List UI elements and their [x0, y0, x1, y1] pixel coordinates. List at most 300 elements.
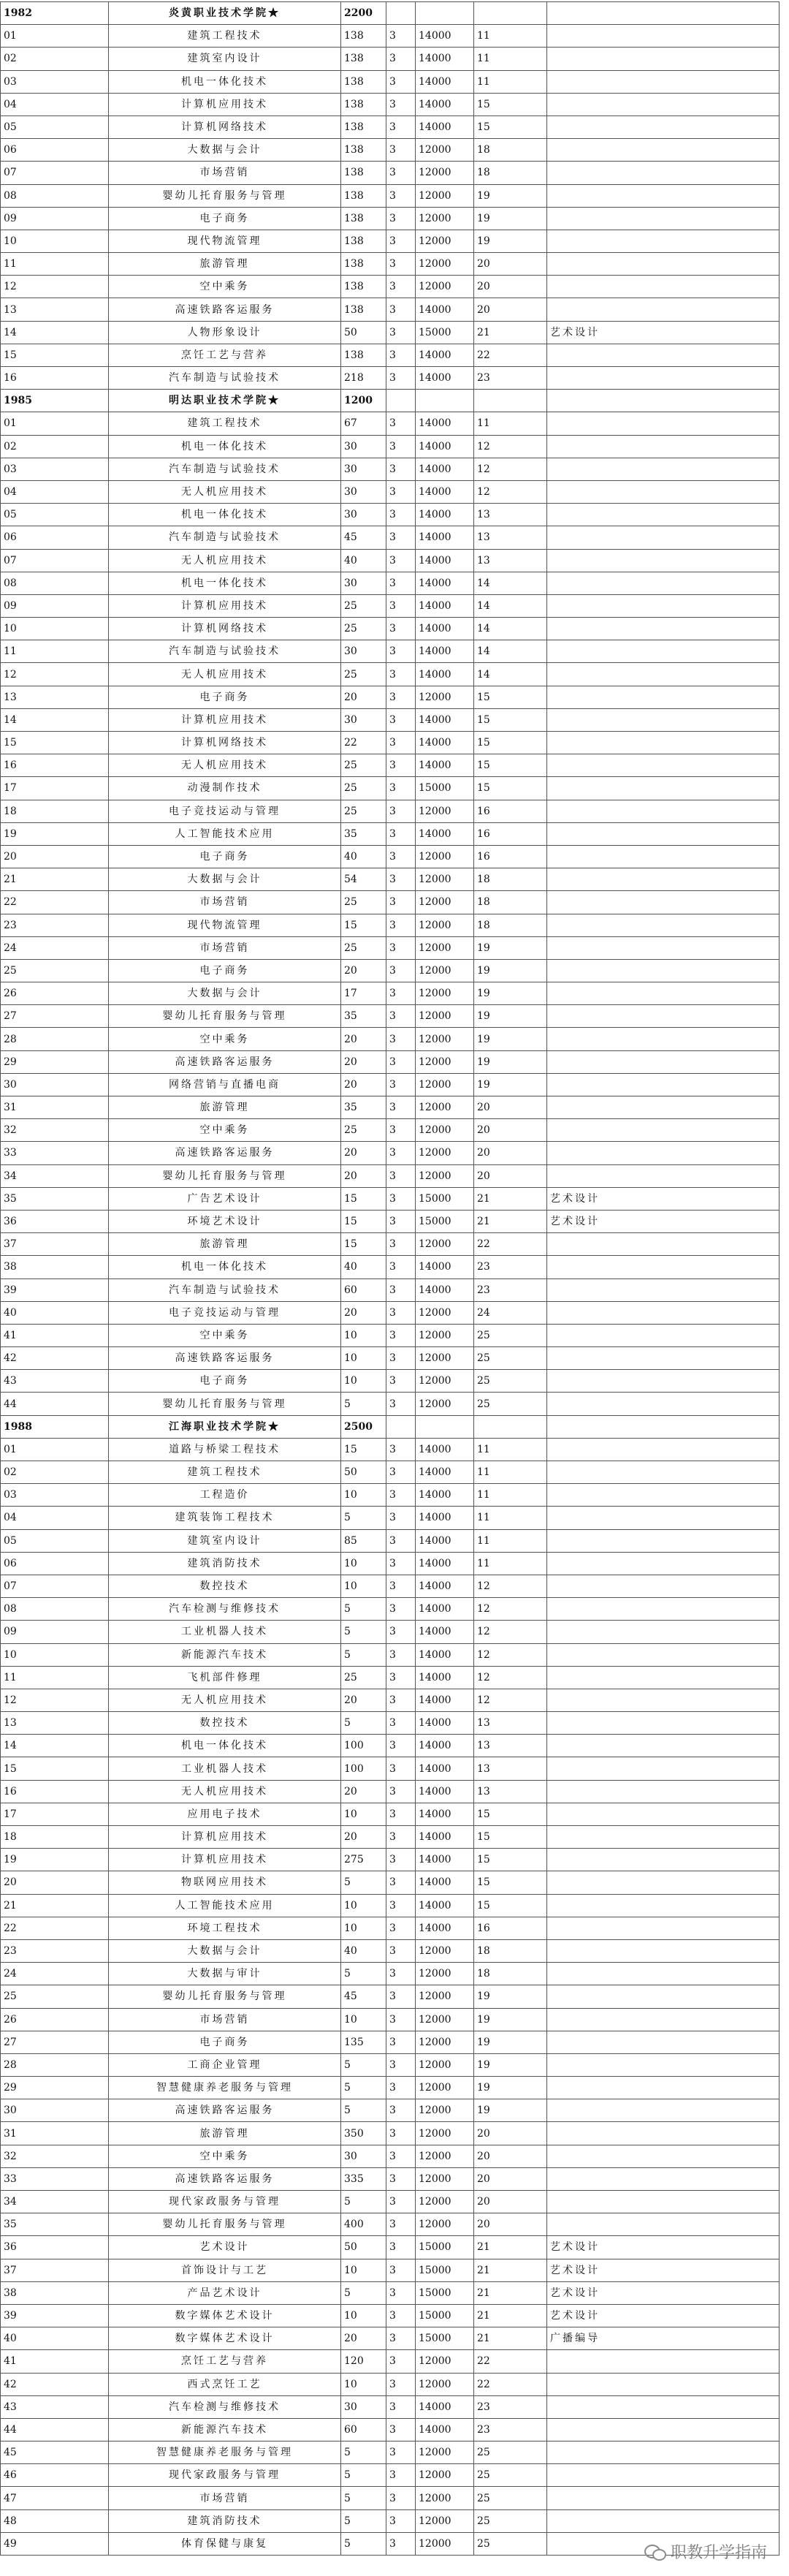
cell-years: 3	[386, 1370, 416, 1393]
cell-plan: 40	[341, 1256, 386, 1278]
cell-category: 20	[474, 1119, 547, 1142]
cell-major: 旅游管理	[109, 1233, 341, 1256]
cell-category: 14	[474, 640, 547, 663]
cell-years: 3	[386, 2441, 416, 2464]
cell-code: 29	[1, 1050, 109, 1073]
table-row	[1, 754, 780, 777]
cell-category: 11	[474, 1438, 547, 1461]
cell-category: 19	[474, 1985, 547, 2008]
cell-plan: 138	[341, 70, 386, 93]
cell-code: 40	[1, 1301, 109, 1324]
cell-fee: 15000	[416, 2281, 474, 2304]
cell-category: 13	[474, 504, 547, 526]
cell-major: 智慧健康养老服务与管理	[109, 2441, 341, 2464]
cell-fee: 14000	[416, 2395, 474, 2418]
cell-category: 20	[474, 1096, 547, 1119]
table-row	[1, 1712, 780, 1735]
cell-years: 3	[386, 1096, 416, 1119]
cell-code: 20	[1, 1871, 109, 1894]
cell-category: 22	[474, 344, 547, 366]
cell-plan: 10	[341, 1370, 386, 1393]
cell-fee: 14000	[416, 1507, 474, 1529]
table-row	[1, 1164, 780, 1187]
cell-code: 15	[1, 344, 109, 366]
empty-cell	[416, 390, 474, 412]
cell-years: 3	[386, 1826, 416, 1849]
table-row	[1, 2259, 780, 2281]
cell-fee: 15000	[416, 1187, 474, 1210]
cell-plan: 17	[341, 982, 386, 1005]
cell-fee: 12000	[416, 2464, 474, 2487]
cell-major: 电子商务	[109, 207, 341, 230]
cell-code: 11	[1, 253, 109, 276]
empty-cell	[416, 2, 474, 25]
cell-note	[547, 1096, 780, 1119]
cell-years: 3	[386, 2099, 416, 2122]
table-row	[1, 618, 780, 640]
cell-fee: 14000	[416, 1621, 474, 1643]
cell-fee: 14000	[416, 1552, 474, 1575]
table-row	[1, 253, 780, 276]
cell-major: 大数据与会计	[109, 1939, 341, 1962]
cell-years: 3	[386, 1689, 416, 1711]
cell-note	[547, 139, 780, 162]
cell-plan: 40	[341, 549, 386, 572]
cell-years: 3	[386, 1666, 416, 1689]
cell-years: 3	[386, 1005, 416, 1028]
cell-plan: 25	[341, 1119, 386, 1142]
cell-code: 03	[1, 1484, 109, 1507]
table-row	[1, 2122, 780, 2145]
cell-code: 18	[1, 1826, 109, 1849]
cell-fee: 12000	[416, 207, 474, 230]
cell-major: 汽车制造与试验技术	[109, 526, 341, 549]
cell-code: 33	[1, 2167, 109, 2190]
cell-major: 动漫制作技术	[109, 777, 341, 800]
cell-note	[547, 1894, 780, 1917]
cell-fee: 12000	[416, 891, 474, 914]
watermark	[644, 2540, 767, 2563]
cell-major: 电子商务	[109, 959, 341, 982]
cell-fee: 14000	[416, 1689, 474, 1711]
cell-years: 3	[386, 1256, 416, 1278]
table-row	[1, 367, 780, 390]
table-row	[1, 480, 780, 503]
cell-fee: 12000	[416, 1963, 474, 1985]
cell-fee: 15000	[416, 321, 474, 344]
cell-category: 12	[474, 435, 547, 458]
cell-fee: 14000	[416, 298, 474, 321]
school-name: 明达职业技术学院★	[109, 390, 341, 412]
table-row	[1, 982, 780, 1005]
table-row	[1, 663, 780, 686]
table-row	[1, 139, 780, 162]
cell-category: 18	[474, 868, 547, 891]
cell-major: 计算机网络技术	[109, 732, 341, 754]
cell-years: 3	[386, 115, 416, 138]
cell-note: 广播编导	[547, 2327, 780, 2350]
table-row	[1, 2167, 780, 2190]
cell-category: 20	[474, 276, 547, 298]
cell-major: 高速铁路客运服务	[109, 1142, 341, 1164]
cell-category: 25	[474, 1393, 547, 1415]
cell-major: 汽车制造与试验技术	[109, 367, 341, 390]
cell-major: 计算机应用技术	[109, 594, 341, 617]
cell-fee: 12000	[416, 1370, 474, 1393]
cell-category: 12	[474, 1621, 547, 1643]
cell-plan: 30	[341, 480, 386, 503]
cell-code: 02	[1, 48, 109, 70]
cell-category: 19	[474, 1028, 547, 1050]
table-row	[1, 2350, 780, 2373]
cell-years: 3	[386, 1278, 416, 1301]
cell-fee: 14000	[416, 1849, 474, 1871]
table-row	[1, 1050, 780, 1073]
cell-fee: 14000	[416, 93, 474, 115]
cell-code: 13	[1, 298, 109, 321]
cell-category: 19	[474, 230, 547, 252]
cell-major: 现代家政服务与管理	[109, 2191, 341, 2213]
cell-category: 15	[474, 115, 547, 138]
cell-plan: 25	[341, 891, 386, 914]
table-row	[1, 2373, 780, 2395]
cell-years: 3	[386, 253, 416, 276]
cell-note	[547, 1005, 780, 1028]
cell-fee: 14000	[416, 1529, 474, 1552]
cell-category: 12	[474, 458, 547, 480]
cell-plan: 138	[341, 344, 386, 366]
table-row	[1, 914, 780, 936]
cell-major: 电子商务	[109, 1370, 341, 1393]
cell-category: 19	[474, 936, 547, 959]
cell-fee: 14000	[416, 526, 474, 549]
cell-note	[547, 435, 780, 458]
cell-plan: 30	[341, 640, 386, 663]
empty-cell	[386, 390, 416, 412]
cell-code: 43	[1, 1370, 109, 1393]
cell-code: 16	[1, 367, 109, 390]
table-row	[1, 1689, 780, 1711]
cell-plan: 100	[341, 1757, 386, 1780]
cell-fee: 12000	[416, 936, 474, 959]
table-row	[1, 868, 780, 891]
cell-note	[547, 686, 780, 708]
cell-years: 3	[386, 1529, 416, 1552]
cell-plan: 138	[341, 93, 386, 115]
cell-fee: 12000	[416, 276, 474, 298]
table-row	[1, 526, 780, 549]
cell-years: 3	[386, 321, 416, 344]
cell-fee: 14000	[416, 572, 474, 594]
cell-plan: 275	[341, 1849, 386, 1871]
cell-fee: 15000	[416, 2327, 474, 2350]
cell-fee: 12000	[416, 2099, 474, 2122]
wechat-icon	[644, 2543, 666, 2561]
cell-category: 15	[474, 1871, 547, 1894]
table-row	[1, 572, 780, 594]
cell-fee: 12000	[416, 686, 474, 708]
cell-code: 27	[1, 1005, 109, 1028]
cell-fee: 12000	[416, 982, 474, 1005]
cell-major: 计算机网络技术	[109, 115, 341, 138]
table-row	[1, 936, 780, 959]
cell-category: 20	[474, 2191, 547, 2213]
cell-fee: 14000	[416, 504, 474, 526]
cell-code: 26	[1, 982, 109, 1005]
cell-category: 20	[474, 2145, 547, 2167]
cell-code: 24	[1, 1963, 109, 1985]
cell-plan: 10	[341, 2008, 386, 2031]
cell-fee: 12000	[416, 2031, 474, 2053]
cell-major: 高速铁路客运服务	[109, 1050, 341, 1073]
cell-code: 29	[1, 2077, 109, 2099]
cell-plan: 15	[341, 1233, 386, 1256]
cell-major: 市场营销	[109, 162, 341, 184]
cell-code: 30	[1, 2099, 109, 2122]
cell-fee: 12000	[416, 1005, 474, 1028]
cell-years: 3	[386, 1803, 416, 1825]
cell-major: 空中乘务	[109, 276, 341, 298]
cell-years: 3	[386, 367, 416, 390]
cell-plan: 30	[341, 708, 386, 731]
cell-fee: 14000	[416, 70, 474, 93]
cell-plan: 35	[341, 1096, 386, 1119]
cell-major: 高速铁路客运服务	[109, 1347, 341, 1370]
cell-major: 汽车制造与试验技术	[109, 640, 341, 663]
cell-plan: 5	[341, 2053, 386, 2076]
cell-code: 18	[1, 800, 109, 822]
cell-years: 3	[386, 207, 416, 230]
cell-major: 物联网应用技术	[109, 1871, 341, 1894]
cell-years: 3	[386, 48, 416, 70]
cell-category: 18	[474, 1939, 547, 1962]
cell-note	[547, 1985, 780, 2008]
cell-years: 3	[386, 1050, 416, 1073]
cell-code: 12	[1, 276, 109, 298]
cell-major: 工程造价	[109, 1484, 341, 1507]
cell-code: 43	[1, 2395, 109, 2418]
cell-plan: 25	[341, 663, 386, 686]
cell-note	[547, 2487, 780, 2509]
cell-category: 19	[474, 184, 547, 207]
cell-code: 25	[1, 959, 109, 982]
table-row	[1, 25, 780, 48]
cell-years: 3	[386, 2509, 416, 2532]
cell-category: 21	[474, 2236, 547, 2259]
cell-code: 05	[1, 115, 109, 138]
cell-code: 15	[1, 732, 109, 754]
table-row	[1, 1552, 780, 1575]
cell-fee: 15000	[416, 2304, 474, 2327]
cell-note	[547, 1073, 780, 1096]
table-row	[1, 48, 780, 70]
table-row	[1, 640, 780, 663]
table-row	[1, 321, 780, 344]
table-row	[1, 2145, 780, 2167]
cell-note: 艺术设计	[547, 1210, 780, 1232]
table-row	[1, 2418, 780, 2441]
cell-fee: 14000	[416, 1575, 474, 1597]
cell-note	[547, 2167, 780, 2190]
cell-years: 3	[386, 1324, 416, 1346]
cell-fee: 12000	[416, 2145, 474, 2167]
table-row	[1, 2327, 780, 2350]
cell-years: 3	[386, 1187, 416, 1210]
cell-note	[547, 412, 780, 435]
cell-category: 15	[474, 732, 547, 754]
cell-plan: 54	[341, 868, 386, 891]
cell-code: 24	[1, 936, 109, 959]
cell-fee: 15000	[416, 2259, 474, 2281]
cell-years: 3	[386, 936, 416, 959]
cell-code: 35	[1, 2213, 109, 2236]
cell-category: 23	[474, 1278, 547, 1301]
cell-note	[547, 936, 780, 959]
cell-fee: 14000	[416, 1712, 474, 1735]
table-row	[1, 1233, 780, 1256]
cell-category: 21	[474, 2304, 547, 2327]
empty-cell	[386, 2, 416, 25]
cell-note	[547, 1849, 780, 1871]
table-row	[1, 504, 780, 526]
table-row	[1, 1939, 780, 1962]
cell-years: 3	[386, 2487, 416, 2509]
cell-plan: 5	[341, 1393, 386, 1415]
cell-code: 49	[1, 2532, 109, 2555]
cell-note	[547, 1370, 780, 1393]
cell-major: 大数据与会计	[109, 139, 341, 162]
cell-code: 04	[1, 480, 109, 503]
cell-plan: 20	[341, 1780, 386, 1803]
cell-fee: 14000	[416, 663, 474, 686]
cell-major: 旅游管理	[109, 2122, 341, 2145]
cell-major: 建筑室内设计	[109, 1529, 341, 1552]
cell-plan: 5	[341, 2077, 386, 2099]
cell-plan: 25	[341, 800, 386, 822]
cell-major: 高速铁路客运服务	[109, 2099, 341, 2122]
cell-plan: 138	[341, 25, 386, 48]
cell-code: 35	[1, 1187, 109, 1210]
cell-major: 电子商务	[109, 2031, 341, 2053]
cell-code: 12	[1, 663, 109, 686]
cell-fee: 12000	[416, 800, 474, 822]
cell-fee: 14000	[416, 1780, 474, 1803]
cell-major: 首饰设计与工艺	[109, 2259, 341, 2281]
cell-note	[547, 1393, 780, 1415]
cell-years: 3	[386, 914, 416, 936]
cell-plan: 10	[341, 1803, 386, 1825]
cell-plan: 40	[341, 1939, 386, 1962]
cell-years: 3	[386, 1849, 416, 1871]
cell-code: 36	[1, 1210, 109, 1232]
cell-major: 数控技术	[109, 1712, 341, 1735]
cell-plan: 15	[341, 914, 386, 936]
cell-plan: 138	[341, 276, 386, 298]
cell-years: 3	[386, 2395, 416, 2418]
cell-major: 应用电子技术	[109, 1803, 341, 1825]
cell-note	[547, 1301, 780, 1324]
cell-years: 3	[386, 572, 416, 594]
table-row	[1, 207, 780, 230]
cell-code: 16	[1, 1780, 109, 1803]
cell-major: 新能源汽车技术	[109, 1643, 341, 1666]
cell-code: 01	[1, 25, 109, 48]
cell-major: 人物形象设计	[109, 321, 341, 344]
table-row	[1, 1507, 780, 1529]
cell-years: 3	[386, 2236, 416, 2259]
cell-plan: 20	[341, 2327, 386, 2350]
cell-major: 电子竞技运动与管理	[109, 800, 341, 822]
cell-note	[547, 982, 780, 1005]
cell-fee: 14000	[416, 1757, 474, 1780]
cell-category: 25	[474, 1324, 547, 1346]
cell-major: 大数据与会计	[109, 982, 341, 1005]
cell-plan: 30	[341, 2395, 386, 2418]
cell-plan: 15	[341, 1210, 386, 1232]
cell-plan: 138	[341, 230, 386, 252]
cell-major: 建筑工程技术	[109, 25, 341, 48]
cell-years: 3	[386, 2008, 416, 2031]
table-row	[1, 549, 780, 572]
table-row	[1, 1575, 780, 1597]
cell-major: 广告艺术设计	[109, 1187, 341, 1210]
cell-fee: 12000	[416, 1119, 474, 1142]
cell-years: 3	[386, 2464, 416, 2487]
cell-fee: 12000	[416, 2441, 474, 2464]
cell-years: 3	[386, 2167, 416, 2190]
cell-plan: 15	[341, 1438, 386, 1461]
cell-category: 23	[474, 2418, 547, 2441]
cell-major: 无人机应用技术	[109, 1780, 341, 1803]
cell-note	[547, 1050, 780, 1073]
cell-fee: 12000	[416, 230, 474, 252]
cell-note	[547, 1917, 780, 1939]
cell-fee: 12000	[416, 2487, 474, 2509]
cell-years: 3	[386, 1301, 416, 1324]
enrollment-table-body	[1, 2, 780, 2556]
cell-code: 10	[1, 1643, 109, 1666]
cell-code: 41	[1, 2350, 109, 2373]
cell-code: 34	[1, 2191, 109, 2213]
cell-note	[547, 1621, 780, 1643]
table-row	[1, 162, 780, 184]
cell-years: 3	[386, 1963, 416, 1985]
cell-note	[547, 1712, 780, 1735]
cell-category: 23	[474, 367, 547, 390]
cell-code: 30	[1, 1073, 109, 1096]
cell-fee: 12000	[416, 1233, 474, 1256]
cell-major: 烹饪工艺与营养	[109, 2350, 341, 2373]
cell-plan: 20	[341, 1028, 386, 1050]
cell-fee: 14000	[416, 1803, 474, 1825]
cell-plan: 5	[341, 2487, 386, 2509]
cell-category: 25	[474, 2441, 547, 2464]
cell-fee: 14000	[416, 1256, 474, 1278]
cell-plan: 138	[341, 162, 386, 184]
cell-fee: 12000	[416, 1324, 474, 1346]
cell-fee: 14000	[416, 1871, 474, 1894]
cell-major: 现代物流管理	[109, 914, 341, 936]
cell-note	[547, 2509, 780, 2532]
table-row	[1, 1598, 780, 1621]
cell-note	[547, 25, 780, 48]
table-row	[1, 594, 780, 617]
cell-note	[547, 663, 780, 686]
cell-fee: 12000	[416, 1028, 474, 1050]
table-row	[1, 1393, 780, 1415]
cell-code: 03	[1, 458, 109, 480]
cell-major: 婴幼儿托育服务与管理	[109, 1393, 341, 1415]
